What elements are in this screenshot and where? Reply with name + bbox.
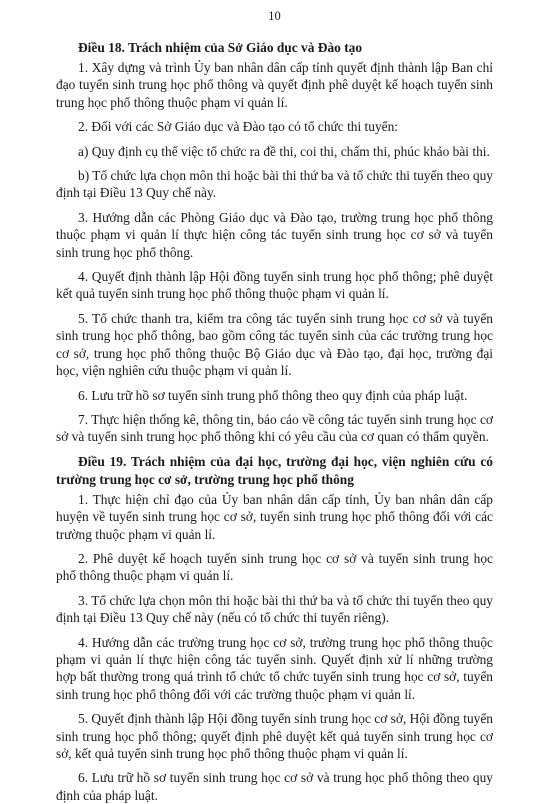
paragraph: 3. Tổ chức lựa chọn môn thi hoặc bài thi thứ ba và tổ chức thi tuyển theo quy định tại Điều 13 Quy chế này (nếu có tổ chức thi tuyển riêng).: [56, 592, 493, 626]
paragraph: 2. Đối với các Sở Giáo dục và Đào tạo có tổ chức thi tuyển:: [78, 119, 399, 135]
paragraph: 1. Xây dựng và trình Ủy ban nhân dân cấp tỉnh quyết định thành lập Ban chỉ đạo tuyển sinh trung học phổ thông và quyết định phê duyệt kế hoạch tuyển sinh trung học phổ thông thuộc phạm vi quản lí.: [56, 60, 493, 110]
paragraph: 5. Tổ chức thanh tra, kiểm tra công tác tuyển sinh trung học cơ sở và tuyển sinh trung học phổ thông, bao gồm công tác tuyển sinh của các trường trung học cơ sở, trung học phổ thông thuộc Bộ Giáo dục và Đào tạo, đại học, trường đại học, viện nghiên cứu thuộc phạm vi quản lí.: [56, 310, 493, 379]
paragraph: 4. Hướng dẫn các trường trung học cơ sở, trường trung học phổ thông thuộc phạm vi quản lí thực hiện công tác tuyển sinh. Quyết định xử lí những trường hợp bất thường trong quá trình tổ chức tổ chức tuyển sinh trung học cơ sở, tuyển sinh trung học phổ thông đối với các trường thuộc phạm vi quản lí.: [56, 634, 493, 702]
paragraph: 5. Quyết định thành lập Hội đồng tuyển sinh trung học cơ sở, Hội đồng tuyển sinh trung học phổ thông; quyết định phê duyệt kết quả tuyển sinh trung học cơ sở, kết quả tuyển sinh trung học phổ thông thuộc phạm vi quản lí.: [56, 711, 493, 761]
paragraph: 2. Phê duyệt kế hoạch tuyển sinh trung học cơ sở và tuyển sinh trung học phổ thông thuộc phạm vi quản lí.: [56, 550, 493, 584]
article-heading: Điều 19. Trách nhiệm của đại học, trường đại học, viện nghiên cứu có trường trung học cơ sở, trường trung học phổ thông: [56, 453, 493, 487]
paragraph: a) Quy định cụ thể việc tổ chức ra đề thi, coi thi, chấm thi, phúc khảo bài thi.: [78, 143, 490, 159]
paragraph: b) Tổ chức lựa chọn môn thi hoặc bài thi thứ ba và tổ chức thi tuyển theo quy định tại Điều 13 Quy chế này.: [56, 168, 493, 201]
paragraph: 7. Thực hiện thống kê, thông tin, báo cáo về công tác tuyển sinh trung học cơ sở và tuyển sinh trung học phổ thông khi có yêu cầu của cơ quan có thẩm quyền.: [56, 411, 493, 445]
article-19: [56, 453, 493, 804]
paragraph: 3. Hướng dẫn các Phòng Giáo dục và Đào tạo, trường trung học phổ thông thuộc phạm vi quản lí thực hiện công tác tuyển sinh trung học cơ sở và tuyển sinh trung học phổ thông.: [56, 209, 493, 260]
article-heading: Điều 18. Trách nhiệm của Sở Giáo dục và Đào tạo: [78, 40, 363, 55]
article-18: [56, 39, 493, 446]
page-number: 10: [268, 9, 281, 23]
paragraph: 6. Lưu trữ hồ sơ tuyển sinh trung phổ thông theo quy định của pháp luật.: [78, 387, 468, 403]
paragraph: 4. Quyết định thành lập Hội đồng tuyển sinh trung học phổ thông; phê duyệt kết quả tuyển sinh trung học phổ thông thuộc phạm vi quản lí.: [56, 269, 493, 302]
paragraph: 1. Thực hiện chỉ đạo của Ủy ban nhân dân cấp tỉnh, Ủy ban nhân dân cấp huyện về tuyển sinh trung học cơ sở, tuyển sinh trung học phổ thông đối với các trường thuộc phạm vi quản lí.: [56, 491, 493, 542]
paragraph: 6. Lưu trữ hồ sơ tuyển sinh trung học cơ sở và trung học phổ thông theo quy định của pháp luật.: [56, 770, 493, 803]
